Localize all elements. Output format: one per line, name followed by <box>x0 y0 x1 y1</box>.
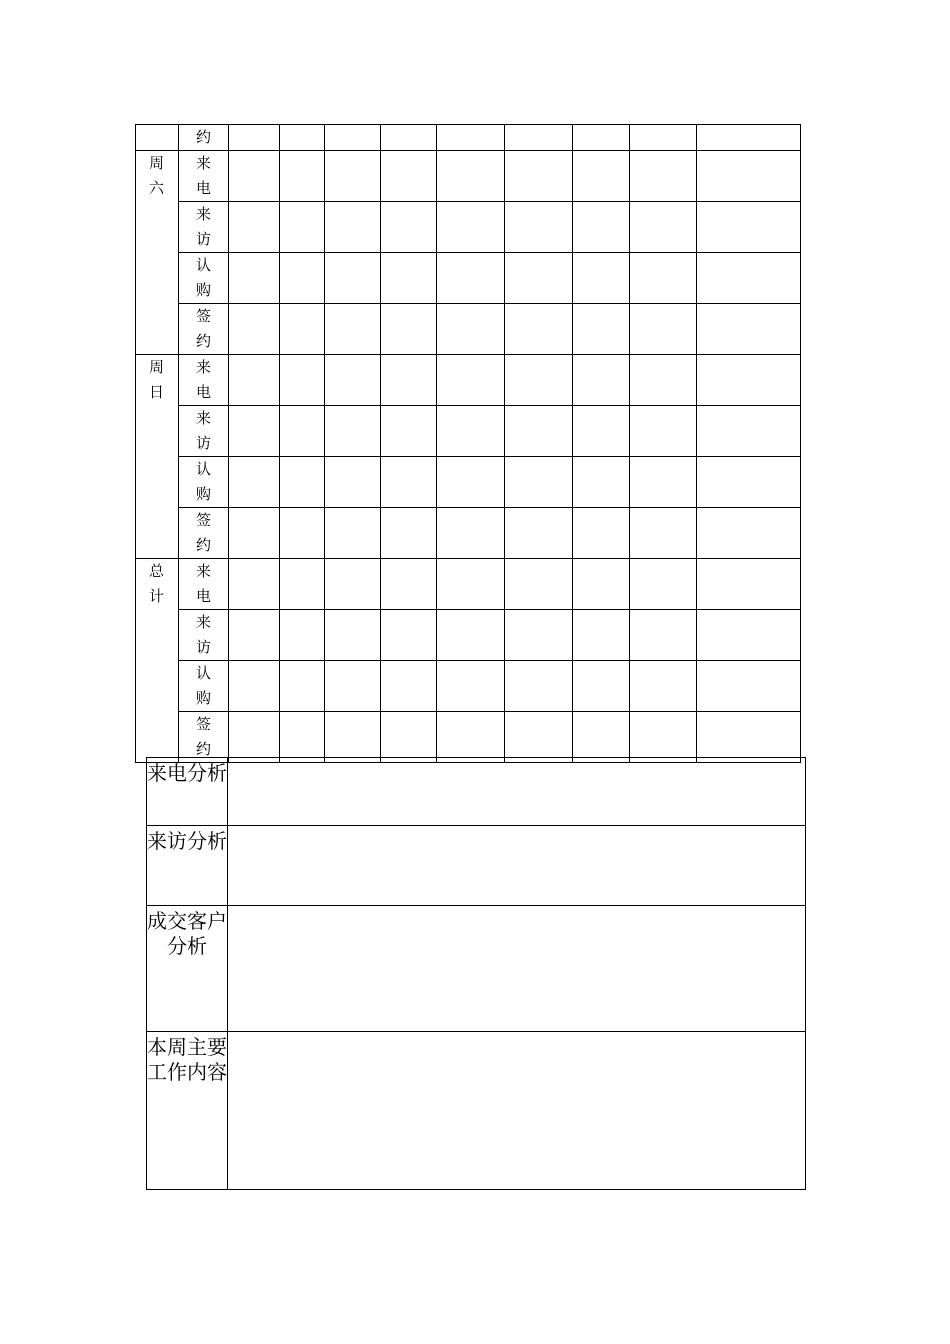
value-cell[interactable] <box>280 151 325 202</box>
metric-label: 来 电 <box>179 355 229 406</box>
value-cell[interactable] <box>381 661 437 712</box>
value-cell[interactable] <box>229 355 280 406</box>
value-cell[interactable] <box>381 406 437 457</box>
value-cell[interactable] <box>573 457 630 508</box>
value-cell[interactable] <box>505 304 573 355</box>
value-cell[interactable] <box>280 304 325 355</box>
value-cell[interactable] <box>630 610 697 661</box>
value-cell[interactable] <box>697 253 801 304</box>
value-cell[interactable] <box>437 610 505 661</box>
value-cell[interactable] <box>325 457 381 508</box>
value-cell[interactable] <box>325 151 381 202</box>
table-row <box>147 826 806 906</box>
metric-label: 来 电 <box>179 151 229 202</box>
row-label: 成交客户分析 <box>147 906 228 1032</box>
value-cell[interactable] <box>229 253 280 304</box>
value-cell[interactable] <box>697 610 801 661</box>
value-cell[interactable] <box>280 610 325 661</box>
value-cell[interactable] <box>697 559 801 610</box>
metric-label: 认 购 <box>179 253 229 304</box>
value-cell[interactable] <box>381 151 437 202</box>
metric-label: 签 约 <box>179 508 229 559</box>
metric-label: 来 访 <box>179 610 229 661</box>
weekly-stats-table <box>135 124 800 757</box>
value-cell[interactable] <box>573 661 630 712</box>
value-cell[interactable] <box>437 355 505 406</box>
value-cell[interactable] <box>280 253 325 304</box>
value-cell[interactable] <box>630 559 697 610</box>
value-cell[interactable] <box>229 151 280 202</box>
content-cell[interactable] <box>228 1032 806 1190</box>
value-cell[interactable] <box>630 355 697 406</box>
value-cell[interactable] <box>630 457 697 508</box>
value-cell[interactable] <box>630 151 697 202</box>
value-cell[interactable] <box>437 202 505 253</box>
value-cell[interactable] <box>381 202 437 253</box>
value-cell[interactable] <box>229 304 280 355</box>
table-row <box>136 457 801 508</box>
value-cell[interactable] <box>381 610 437 661</box>
value-cell[interactable] <box>573 253 630 304</box>
value-cell[interactable] <box>325 508 381 559</box>
table-row <box>136 559 801 610</box>
day-label: 周 六 <box>136 151 179 355</box>
metric-label: 认 购 <box>179 457 229 508</box>
table-row <box>136 253 801 304</box>
table-row <box>136 712 801 763</box>
value-cell[interactable] <box>505 712 573 763</box>
value-cell[interactable] <box>325 355 381 406</box>
metric-label: 认 购 <box>179 661 229 712</box>
value-cell[interactable] <box>630 712 697 763</box>
value-cell[interactable] <box>630 508 697 559</box>
value-cell[interactable] <box>505 151 573 202</box>
analysis-table <box>146 757 804 1190</box>
value-cell[interactable] <box>229 457 280 508</box>
metric-label: 签 约 <box>179 712 229 763</box>
value-cell[interactable] <box>229 202 280 253</box>
value-cell[interactable] <box>325 559 381 610</box>
value-cell[interactable] <box>280 508 325 559</box>
metric-cell: 约 <box>179 125 229 151</box>
value-cell[interactable] <box>325 304 381 355</box>
table-row <box>136 661 801 712</box>
value-cell[interactable] <box>381 253 437 304</box>
value-cell[interactable] <box>697 304 801 355</box>
value-cell[interactable] <box>381 508 437 559</box>
value-cell[interactable] <box>437 712 505 763</box>
value-cell[interactable] <box>437 304 505 355</box>
value-cell[interactable] <box>573 559 630 610</box>
value-cell[interactable] <box>573 610 630 661</box>
table-row <box>147 758 806 826</box>
value-cell[interactable] <box>505 253 573 304</box>
value-cell[interactable] <box>630 304 697 355</box>
value-cell[interactable] <box>437 457 505 508</box>
value-cell[interactable] <box>505 355 573 406</box>
value-cell[interactable] <box>280 559 325 610</box>
value-cell[interactable] <box>697 661 801 712</box>
value-cell[interactable] <box>325 253 381 304</box>
value-cell[interactable] <box>280 202 325 253</box>
value-cell[interactable] <box>437 406 505 457</box>
value-cell[interactable] <box>697 355 801 406</box>
value-cell[interactable] <box>437 508 505 559</box>
value-cell[interactable] <box>325 202 381 253</box>
value-cell[interactable] <box>573 355 630 406</box>
value-cell[interactable] <box>697 712 801 763</box>
day-label: 周 日 <box>136 355 179 559</box>
table-row <box>136 406 801 457</box>
stats-grid <box>135 124 801 763</box>
value-cell[interactable] <box>325 712 381 763</box>
value-cell[interactable] <box>697 151 801 202</box>
value-cell[interactable] <box>280 712 325 763</box>
table-row <box>136 125 801 151</box>
value-cell[interactable] <box>229 406 280 457</box>
value-cell[interactable] <box>630 253 697 304</box>
value-cell[interactable] <box>697 508 801 559</box>
value-cell[interactable] <box>630 661 697 712</box>
value-cell[interactable] <box>697 202 801 253</box>
value-cell[interactable] <box>437 151 505 202</box>
table-row <box>147 1032 806 1190</box>
table-row <box>136 355 801 406</box>
value-cell[interactable] <box>325 610 381 661</box>
table-row <box>136 304 801 355</box>
value-cell[interactable] <box>437 661 505 712</box>
value-cell[interactable] <box>573 508 630 559</box>
value-cell[interactable] <box>573 304 630 355</box>
value-cell[interactable] <box>505 406 573 457</box>
value-cell[interactable] <box>229 559 280 610</box>
value-cell[interactable] <box>573 202 630 253</box>
value-cell[interactable] <box>505 457 573 508</box>
value-cell[interactable] <box>505 559 573 610</box>
value-cell[interactable] <box>381 559 437 610</box>
metric-label: 来 访 <box>179 406 229 457</box>
value-cell[interactable] <box>381 355 437 406</box>
value-cell[interactable] <box>381 304 437 355</box>
day-cell <box>136 125 179 151</box>
metric-label: 签 约 <box>179 304 229 355</box>
value-cell[interactable] <box>229 661 280 712</box>
metric-label: 来 访 <box>179 202 229 253</box>
analysis-grid <box>146 757 806 1190</box>
content-cell[interactable] <box>228 826 806 906</box>
value-cell[interactable] <box>280 457 325 508</box>
value-cell[interactable] <box>505 508 573 559</box>
value-cell[interactable] <box>437 559 505 610</box>
value-cell[interactable] <box>505 661 573 712</box>
value-cell[interactable] <box>280 661 325 712</box>
metric-label: 来 电 <box>179 559 229 610</box>
value-cell[interactable] <box>505 610 573 661</box>
value-cell[interactable] <box>325 661 381 712</box>
content-cell[interactable] <box>228 758 806 826</box>
row-label: 来访分析 <box>147 826 228 906</box>
day-label: 总 计 <box>136 559 179 763</box>
value-cell[interactable] <box>325 406 381 457</box>
value-cell[interactable] <box>697 406 801 457</box>
value-cell[interactable] <box>229 610 280 661</box>
value-cell[interactable] <box>229 712 280 763</box>
row-label: 本周主要工作内容 <box>147 1032 228 1190</box>
value-cell[interactable] <box>697 457 801 508</box>
value-cell[interactable] <box>505 202 573 253</box>
table-row <box>147 906 806 1032</box>
value-cell[interactable] <box>381 712 437 763</box>
table-row <box>136 202 801 253</box>
value-cell[interactable] <box>280 406 325 457</box>
row-label: 来电分析 <box>147 758 228 826</box>
value-cell[interactable] <box>630 406 697 457</box>
value-cell[interactable] <box>437 253 505 304</box>
value-cell[interactable] <box>573 712 630 763</box>
value-cell[interactable] <box>280 355 325 406</box>
value-cell[interactable] <box>573 406 630 457</box>
table-row <box>136 151 801 202</box>
table-row <box>136 610 801 661</box>
value-cell[interactable] <box>381 457 437 508</box>
value-cell[interactable] <box>229 508 280 559</box>
content-cell[interactable] <box>228 906 806 1032</box>
value-cell[interactable] <box>573 151 630 202</box>
value-cell[interactable] <box>630 202 697 253</box>
table-row <box>136 508 801 559</box>
